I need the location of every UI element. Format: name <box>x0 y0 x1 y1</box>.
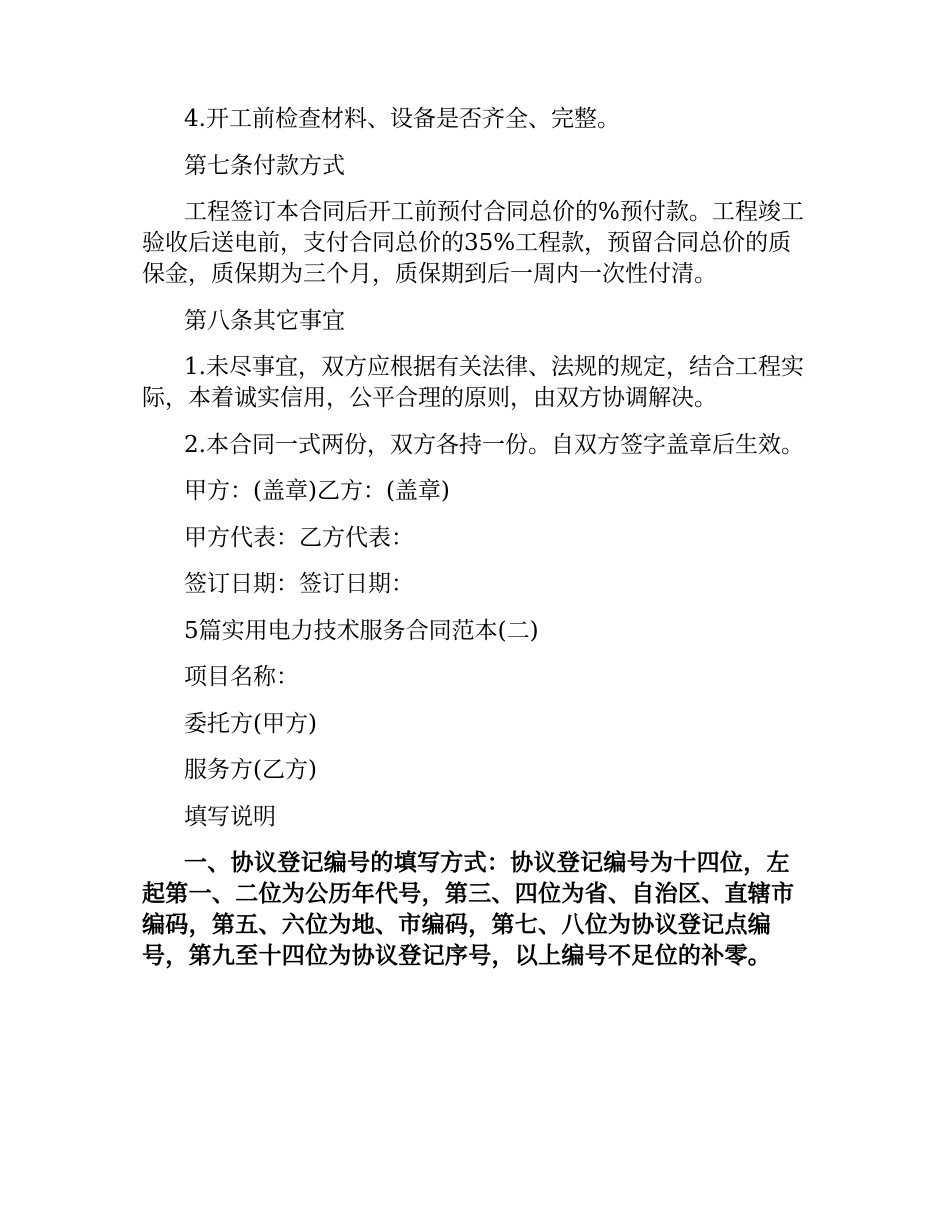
document-body <box>142 104 812 988</box>
field-client-party-a: 委托方(甲方) <box>184 710 317 737</box>
field-service-party-b: 服务方(乙方) <box>184 757 317 783</box>
signature-parties-seal: 甲方：(盖章)乙方：(盖章) <box>184 478 450 504</box>
signature-representatives: 甲方代表：乙方代表： <box>184 524 414 551</box>
signature-dates: 签订日期：签订日期： <box>184 571 414 597</box>
heading-article-7: 第七条付款方式 <box>184 152 345 179</box>
field-project-name: 项目名称： <box>184 664 299 690</box>
paragraph-payment-terms: 工程签订本合同后开工前预付合同总价的%预付款。工程竣工验收后送电前，支付合同总价的35%工程款，预留合同总价的质保金，质保期为三个月，质保期到后一周内一次性付清。 <box>142 199 804 287</box>
heading-article-8: 第八条其它事宜 <box>184 307 345 334</box>
paragraph-other-item-1: 1.未尽事宜，双方应根据有关法律、法规的规定，结合工程实际，本着诚实信用，公平合理的原则，由双方协调解决。 <box>142 354 804 411</box>
heading-filling-instructions: 填写说明 <box>184 803 276 830</box>
paragraph-other-item-2: 2.本合同一式两份，双方各持一份。自双方签字盖章后生效。 <box>184 431 804 458</box>
paragraph-registration-number-instructions: 一、协议登记编号的填写方式：协议登记编号为十四位，左起第一、二位为公历年代号，第三、四位为省、自治区、直辖市编码，第五、六位为地、市编码，第七、八位为协议登记点编号，第九至十四位为协议登记序号，以上编号不足位的补零。 <box>142 850 795 969</box>
section-title-contract-2: 5篇实用电力技术服务合同范本(二) <box>184 617 539 644</box>
paragraph-checklist-item-4: 4.开工前检查材料、设备是否齐全、完整。 <box>184 106 620 132</box>
